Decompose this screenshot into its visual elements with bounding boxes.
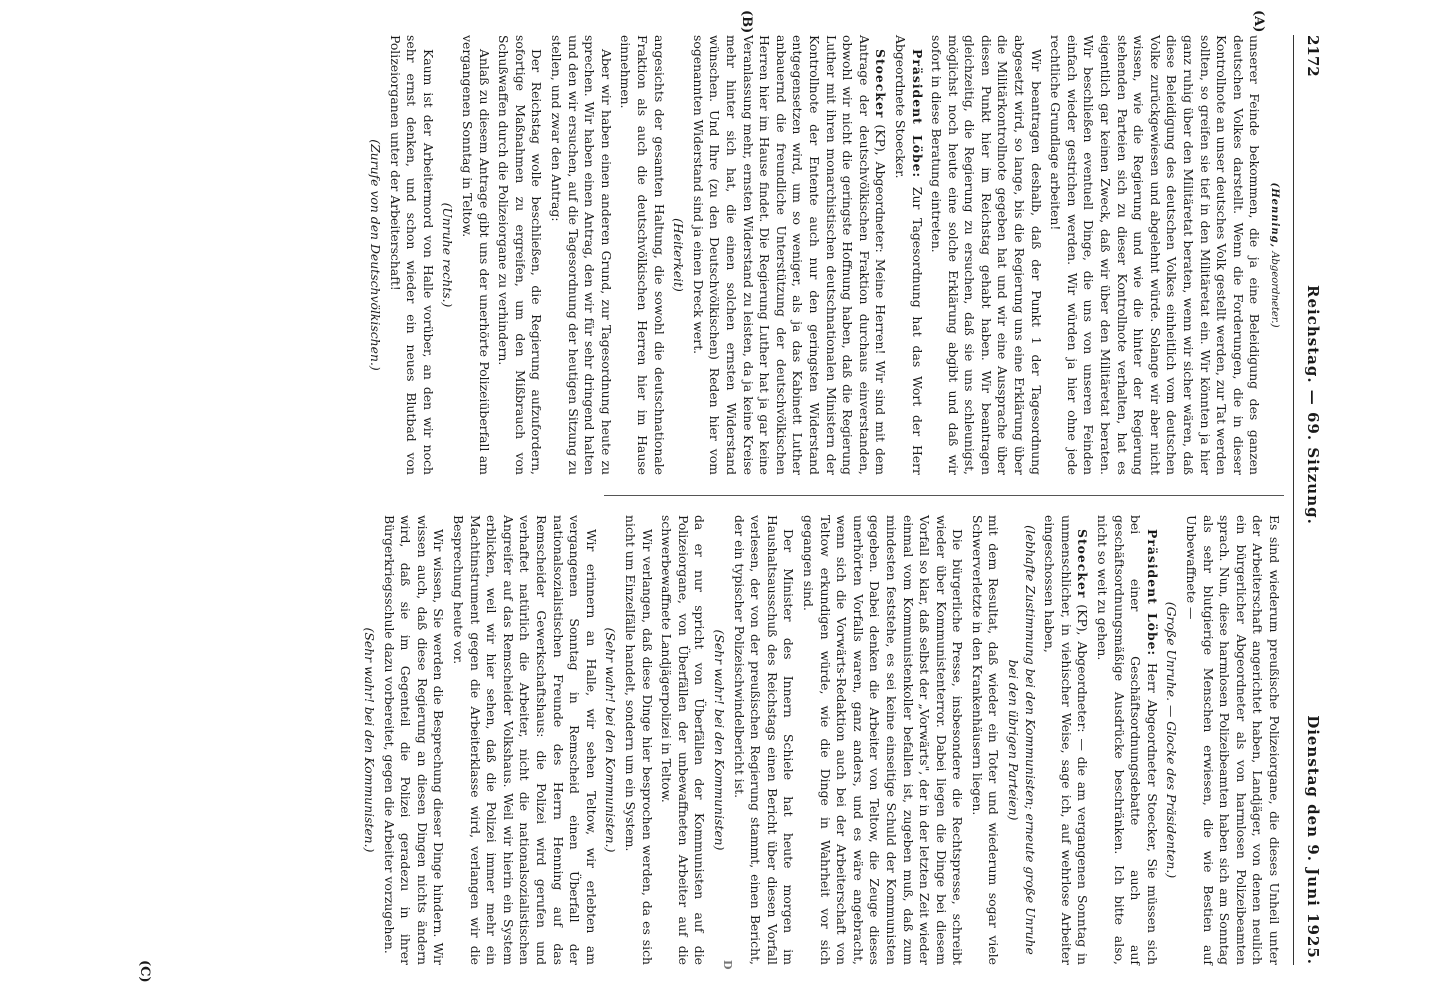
margin-mark-a: (A) [1251, 10, 1266, 33]
paragraph-text: da er nur spricht von Überfällen der Kommunisten auf die Polizeiorgane, von Überfällen der unbewaffneten Arbeiter auf die schwerbewaffnete Landjägerpolizei in Teltow. [659, 515, 708, 965]
speaker-name: Präsident Löbe: [909, 49, 925, 179]
paragraph [621, 515, 654, 965]
margin-mark-c: (C) [137, 960, 152, 983]
paragraph [891, 35, 924, 475]
paragraph-text: (KP), Abgeordneter: Meine Herren! Wir sind mit dem Antrage der deutschvölkischen Fraktion durchaus einverstanden, obwohl wir nicht die geringste Hoffnung haben, daß die Regierung Luther mit ihren monarchistischen deutschnationalen Ministern der Kontrollnote der Entente auch nur den geringsten Widerstand entgegensetzen wird, um so weniger, als ja das Kabinett Luther anbauernd die freundliche Unterstützung der deutschvölkischen Herren hier im Hause findet. Die Regierung Luther hat ja gar keine Veranlassung mehr, ernsten Widerstand zu leisten, da ja keine Kreise mehr hinter sich hat, die einen solchen ernsten Widerstand wünschen. Und Ihre (zu den Deutschvölkischen) Reden hier vom sogenannten Widerstand sind ja einen Dreck wert. [690, 35, 889, 475]
paragraph-text: Wir verlangen, daß diese Dinge hier besprochen werden, da es sich nicht um Einzelfälle handelt, sondern um ein System. [623, 515, 655, 965]
paragraph-text: (Sehr wahr! bei den Kommunisten.) [603, 627, 619, 853]
paragraph-text: Wir wissen, Sie werden die Besprechung dieser Dinge hindern. Wir wissen auch, daß diese Regierung an diesen Dingen nichts ändern wird, daß sie im Gegenteil die Polizei geradezu in ihrer Bürgerkriegsschule dazu vorbereitet, gegen die Arbeiter vorzugehen. [381, 515, 447, 965]
speaker-name: Stoecker [1075, 529, 1091, 599]
paragraph [730, 515, 796, 965]
page-number: 2172 [1304, 35, 1322, 77]
paragraph-text: Der Minister des Innern Schiele hat heute morgen im Haushaltsausschuß des Reichstags einen Bericht über diesen Vorfall verlesen, der von der preußischen Regierung stammt, einen Bericht, der ein typischer Polizeischwindelbericht ist. [731, 515, 797, 965]
paragraph-text: Kaum ist der Arbeitermord von Halle vorüber, an den wir noch sehr ernst denken, und schon wieder ein neues Blutbad von Polizeiorganen unter der Arbeiterschaft! [387, 35, 436, 475]
paragraph-text: Die bürgerliche Presse, insbesondere die Rechtspresse, schreibt wieder über Kommunistenterror. Dabei liegen die Dinge bei diesem Vorfall so klar, daß selbst der „Vorwärts", der in der letzten Zeit wieder einmal vom Kommunistenkoller befallen ist, zugeben muß, daß zum mindesten feststehe, es sei keine einseitige Schuld der Kommunisten gegeben. Dabei denken die Arbeiter von Teltow, die Zeuge dieses unerhörten Vorfalls waren, ganz anders, und es wäre angebracht, wenn sich die Vorwärts-Redaktion auch bei der Arbeiterschaft von Teltow erkundigen würde, wie die Dinge in Wahrheit vor sich gegangen sind. [800, 515, 966, 965]
paragraph [495, 35, 545, 475]
paragraph [361, 515, 378, 965]
paragraph [710, 515, 727, 965]
session-date: Dienstag den 9. Juni 1925. [1304, 715, 1322, 965]
paragraph [367, 35, 384, 475]
margin-mark-d: D [721, 960, 734, 970]
margin-mark-b: (B) [739, 10, 754, 34]
speaker-name: Präsident Löbe: [1144, 529, 1160, 657]
speaker-name: (Henning, [1269, 182, 1280, 249]
paragraph [1093, 515, 1159, 965]
paragraph-text: (lebhafte Zustimmung bei den Kommunisten; erneute große Unruhe bei den übrigen Parteien) [1006, 525, 1038, 955]
column-divider [604, 495, 1284, 496]
paragraph [1005, 515, 1038, 965]
paragraph-text: (KP), Abgeordneter: — die am vergangenen Sonntag in unmenschlicher, in viehischer Weise, sage ich, auf wehrlose Arbeiter eingeschossen haben, [1042, 515, 1091, 965]
paragraph-text: Herr Abgeordneter Stoecker, Sie müssen sich bei einer Geschäftsordnungsdebatte auch auf geschäftsordnungsmäßige Ausdrücke beschränken. Ich bitte also, nicht so weit zu gehen. [1095, 515, 1160, 965]
paragraph [658, 515, 708, 965]
paragraph [380, 515, 446, 965]
paragraph-text: Der Reichstag wolle beschließen, die Regierung aufzufordern, sofortige Maßnahmen zu ergreifen, um den Mißbrauch von Schußwaffen durch die Polizeiorgane zu verhindern. [496, 35, 545, 475]
paragraph [689, 35, 888, 475]
paragraph-text: (Sehr wahr! bei den Kommunisten.) [362, 627, 378, 853]
paragraph [386, 35, 436, 475]
right-column [358, 515, 1282, 965]
paragraph-text: Abgeordneter.) [1269, 251, 1280, 328]
paragraph-text: Anlaß zu diesem Antrage gibt uns der unerhörte Polizeiüberfall am vergangenen Sonntag in Teltow. [460, 35, 492, 475]
paragraph-text: Aber wir haben einen anderen Grund, zur Tagesordnung heute zu sprechen. Wir haben einen Antrag, den wir für sehr dringend halten und den wir ersuchen, auf die Tagesordnung der heutigen Sitzung zu stellen, und zwar den Antrag: [549, 35, 614, 475]
paragraph [547, 35, 613, 475]
paragraph-text: Wir beantragen deshalb, daß der Punkt 1 der Tagesordnung abgesetzt wird, so lange, bis die Regierung uns eine Erklärung über die Militärkontrollnote gegeben hat und wir eine Aussprache über diesen Punkt hier im Reichstag gehabt haben. Wir beantragen gleichzeitig, die Regierung zu ersuchen, daß sie uns schleunigst, möglichst noch heute eine solche Erklärung abgibt und daß wir sofort in diese Beratung eintreten. [929, 35, 1044, 475]
paragraph [799, 515, 965, 965]
paragraph [1265, 35, 1282, 475]
paragraph-text: Es sind wiederum preußische Polizeiorgane, die dieses Unheil unter der Arbeiterschaft angerichtet haben, Landjäger, von denen neulich ein bürgerlicher Abgeordneter als von harmlosen Polizeibeamten sprach. Nun, diese harmlosen Polizeibeamten haben sich am Sonntag als sehr blutgierige Menschen erwiesen, die wie Bestien auf Unbewaffnete — [1184, 515, 1282, 965]
paragraph-text: angesichts der gesamten Haltung, die sowohl die deutschnationale Fraktion als auch die deutschvölkischen Herren hier im Hause einnehmen. [618, 35, 667, 475]
paragraph-text: (Zurufe von den Deutschvölkischen.) [368, 139, 384, 371]
paragraph [968, 515, 1001, 965]
paragraph-text: (Unruhe rechts.) [440, 202, 456, 308]
paragraph [1047, 35, 1263, 475]
paragraph-text: mit dem Resultat, daß wieder ein Toter und wiederum sogar viele Schwerverletzte in den Krankenhäusern liegen. [969, 515, 1002, 965]
left-column [364, 35, 1282, 475]
paragraph-text: Wir erinnern an Halle, wir sehen Teltow, wir erlebten am vergangenen Sonntag in Remscheid einen Überfall der nationalsozialistischen Freunde des Herrn Henning auf das Remscheider Gewerkschaftshaus: die Polizei wird gerufen und verhaftet natürlich die Arbeiter, nicht die nationalsozialistischen Angreifer auf das Remscheider Volkshaus. Weil wir hierin ein System erblicken, weil wir hier sehen, daß die Polizei immer mehr ein Machtinstrument gegen die Arbeiterklasse wird, verlangen wir die Besprechung heute vor. [451, 515, 599, 965]
paragraph [1041, 515, 1091, 965]
paragraph-text: unserer Feinde bekommen, die ja eine Beleidigung des ganzen deutschen Volkes darstellt. Wenn die Forderungen, die in dieser Kontrollnote an unser deutsches Volk gestellt werden, zur Tat werden sollten, so greifen sie tief in den Militäretat ein. Wir könnten ja hier ganz ruhig über den Militäretat beraten, wenn wir sicher wären, daß diese Beleidigung des deutschen Volkes einheitlich vom deutschen Volke zurückgewiesen und abgelehnt würde. Solange wir aber nicht wissen, wie die Regierung und wie die hinter der Regierung stehenden Parteien sich zu dieser Kontrollnote verhalten, hat es eigentlich gar keinen Zweck, daß wir über den Militäretat beraten. Wir beschließen eventuell Dinge, die uns von unseren Feinden einfach wieder gestrichen werden. Wir würden ja hier ohne jede rechtliche Grundlage arbeiten! [1048, 35, 1263, 475]
paragraph [670, 35, 687, 475]
paragraph [617, 35, 667, 475]
paragraph [928, 35, 1044, 475]
paragraph [439, 35, 456, 475]
page-header [1292, 35, 1322, 965]
paragraph [1182, 515, 1282, 965]
paragraph [450, 515, 599, 965]
paragraph [602, 515, 619, 965]
paragraph [1163, 515, 1180, 965]
paragraph-text: (Sehr wahr! bei den Kommunisten) [712, 629, 727, 851]
paragraph-text: (Große Unruhe. — Glocke des Präsidenten.) [1164, 601, 1180, 879]
paragraph-text: (Heiterkeit) [671, 218, 687, 292]
speaker-name: Stoecker [873, 49, 889, 119]
header-rule [1293, 35, 1294, 965]
session-title: Reichstag. — 69. Sitzung. [1304, 285, 1322, 525]
paragraph-text: Zur Tagesordnung hat das Wort der Herr Abgeordnete Stoecker. [892, 35, 925, 475]
paragraph [459, 35, 492, 475]
